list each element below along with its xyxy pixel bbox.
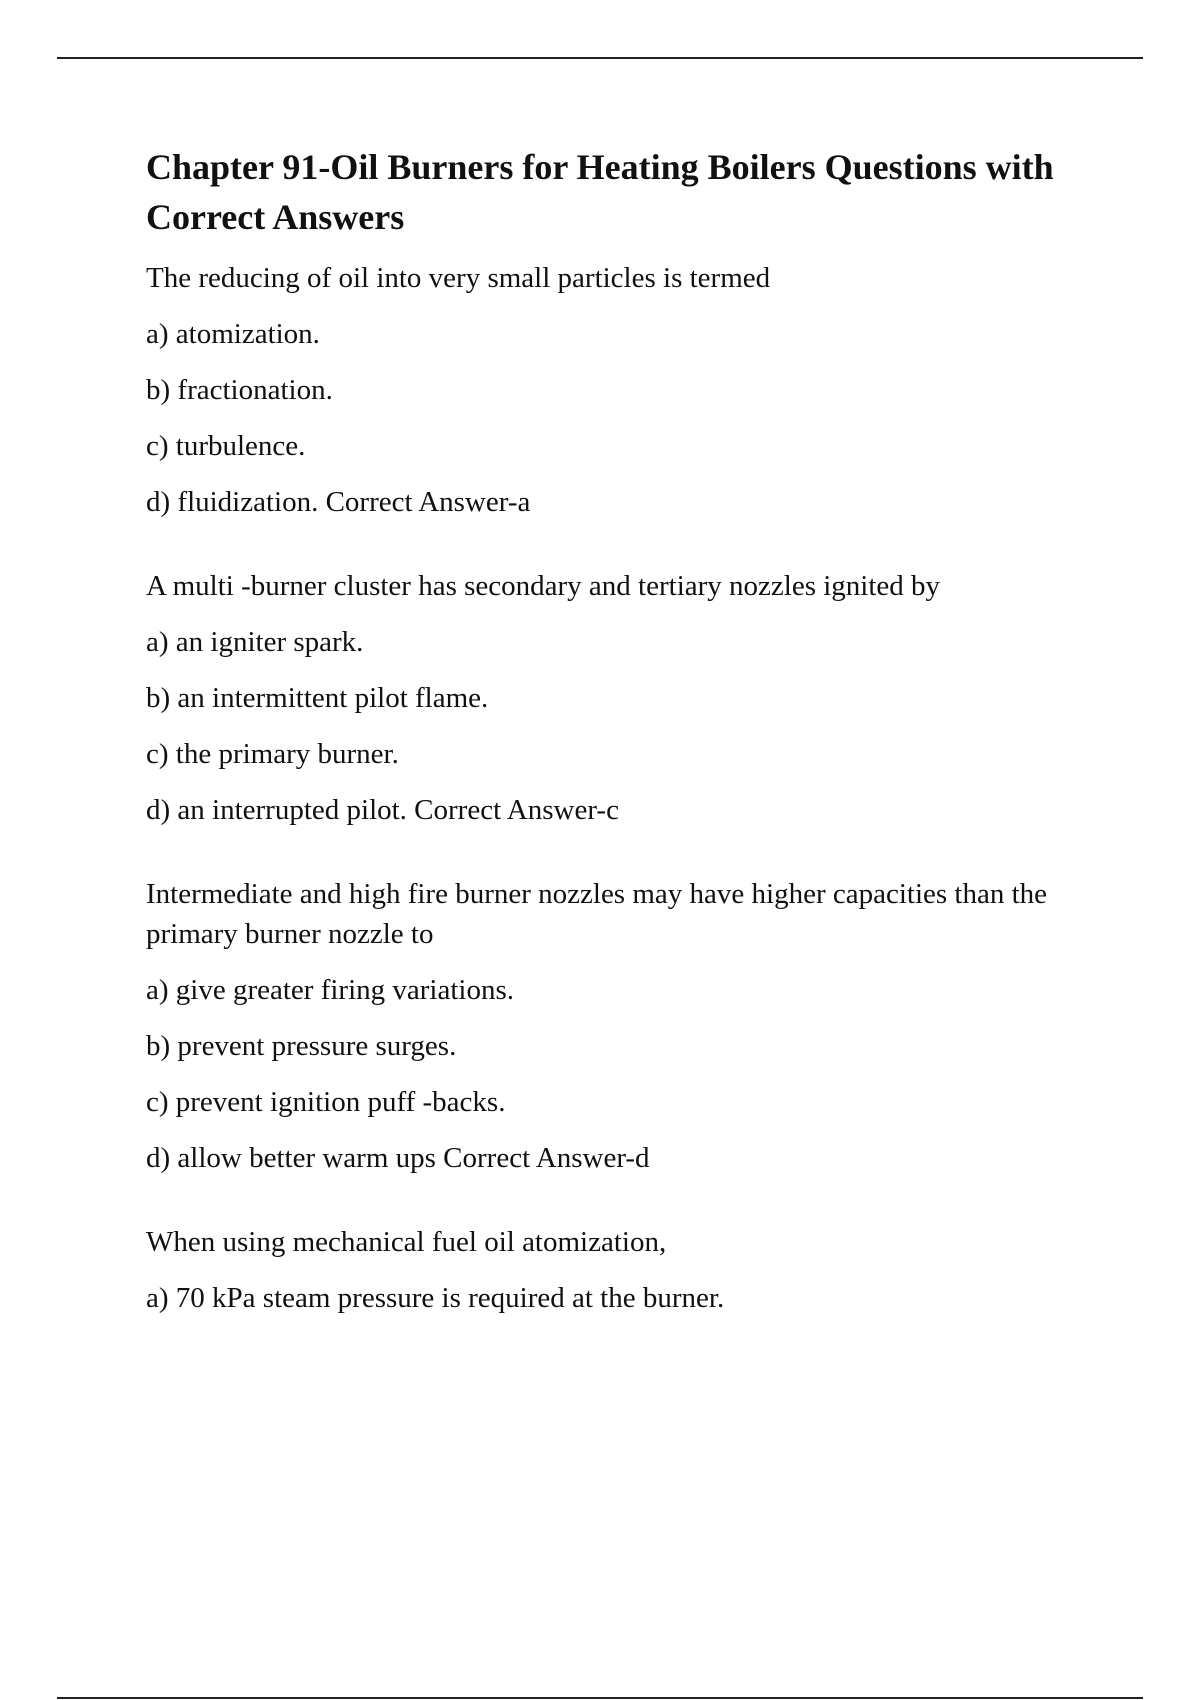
question-2 — [146, 566, 1106, 830]
top-rule — [57, 57, 1143, 59]
answer-option: c) turbulence. — [146, 430, 306, 462]
answer-option: b) an intermittent pilot flame. — [146, 682, 489, 714]
answer-option: b) prevent pressure surges. — [146, 1030, 457, 1062]
answer-option: a) give greater firing variations. — [146, 974, 514, 1006]
answer-option: d) allow better warm ups Correct Answer-d — [146, 1142, 650, 1174]
answer-option: a) 70 kPa steam pressure is required at the burner. — [146, 1282, 725, 1314]
question-4 — [146, 1222, 1106, 1318]
answer-option: c) the primary burner. — [146, 738, 399, 770]
answer-option: d) an interrupted pilot. Correct Answer-c — [146, 794, 619, 826]
question-prompt: When using mechanical fuel oil atomization, — [146, 1226, 667, 1258]
answer-option: b) fractionation. — [146, 374, 333, 406]
bottom-rule — [57, 1697, 1143, 1699]
page-title: Chapter 91-Oil Burners for Heating Boilers Questions with Correct Answers — [146, 147, 1054, 237]
document-content — [146, 142, 1106, 1362]
question-prompt: The reducing of oil into very small particles is termed — [146, 262, 771, 294]
answer-option: d) fluidization. Correct Answer-a — [146, 486, 531, 518]
question-prompt: A multi -burner cluster has secondary and tertiary nozzles ignited by — [146, 570, 941, 602]
question-prompt: Intermediate and high fire burner nozzles may have higher capacities than the primary burner nozzle to — [146, 878, 1048, 950]
question-3 — [146, 874, 1106, 1178]
answer-option: c) prevent ignition puff -backs. — [146, 1086, 506, 1118]
question-1 — [146, 258, 1106, 522]
answer-option: a) atomization. — [146, 318, 320, 350]
answer-option: a) an igniter spark. — [146, 626, 364, 658]
